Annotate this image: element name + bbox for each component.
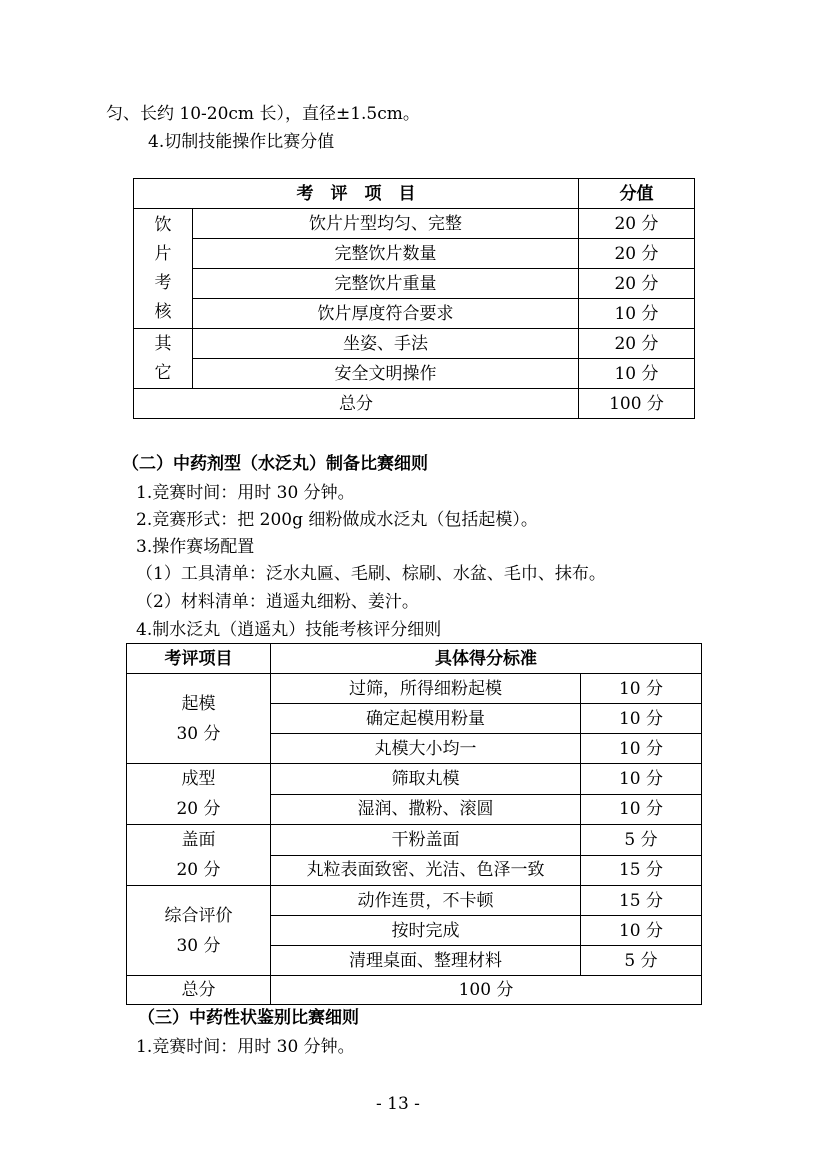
header-criteria: 具体得分标准 bbox=[271, 644, 702, 674]
group-qimo: 起模 30 分 bbox=[127, 674, 271, 764]
section-2-heading: （二）中药剂型（水泛丸）制备比赛细则 bbox=[122, 454, 428, 474]
row-score: 10 分 bbox=[581, 704, 702, 734]
row-score: 10 分 bbox=[581, 916, 702, 946]
group-label-other: 其 它 bbox=[134, 329, 193, 389]
table-row bbox=[134, 239, 695, 269]
group-label-yinpian: 饮 片 考 核 bbox=[134, 209, 193, 329]
row-score: 10 分 bbox=[581, 794, 702, 825]
row-criterion: 丸粒表面致密、光洁、色泽一致 bbox=[271, 855, 581, 886]
s2-item-3: 3.操作赛场配置 bbox=[136, 537, 255, 557]
table-row bbox=[127, 825, 702, 856]
table-row bbox=[134, 269, 695, 299]
table-total-row bbox=[127, 976, 702, 1005]
group-zonghe: 综合评价 30 分 bbox=[127, 886, 271, 976]
s2-item-2: 2.竞赛形式：把 200g 细粉做成水泛丸（包括起模）。 bbox=[136, 510, 538, 530]
row-score: 10 分 bbox=[581, 674, 702, 704]
s2-item-1: 1.竞赛时间：用时 30 分钟。 bbox=[136, 483, 355, 503]
cutting-score-table bbox=[133, 178, 695, 419]
table-header-row bbox=[127, 644, 702, 674]
total-label: 总分 bbox=[134, 389, 579, 419]
row-item: 坐姿、手法 bbox=[193, 329, 579, 359]
row-score: 20 分 bbox=[579, 269, 695, 299]
table-total-row bbox=[134, 389, 695, 419]
s2-item-4: 4.制水泛丸（逍遥丸）技能考核评分细则 bbox=[136, 620, 442, 640]
table-row bbox=[134, 329, 695, 359]
row-item: 饮片厚度符合要求 bbox=[193, 299, 579, 329]
table-row bbox=[127, 886, 702, 916]
row-criterion: 湿润、撒粉、滚圆 bbox=[271, 794, 581, 825]
table-row bbox=[134, 359, 695, 389]
row-score: 20 分 bbox=[579, 209, 695, 239]
header-item: 考评项目 bbox=[127, 644, 271, 674]
row-score: 5 分 bbox=[581, 825, 702, 856]
row-criterion: 干粉盖面 bbox=[271, 825, 581, 856]
page-number: - 13 - bbox=[376, 1094, 420, 1114]
s2-item-3-1: （1）工具清单：泛水丸匾、毛刷、棕刷、水盆、毛巾、抹布。 bbox=[136, 564, 606, 584]
total-score: 100 分 bbox=[579, 389, 695, 419]
header-item: 考 评 项 目 bbox=[134, 179, 579, 209]
pill-score-table bbox=[126, 643, 702, 1005]
header-score: 分值 bbox=[579, 179, 695, 209]
row-score: 5 分 bbox=[581, 946, 702, 976]
continuation-line: 匀、长约 10-20cm 长），直径±1.5cm。 bbox=[106, 104, 420, 124]
row-item: 完整饮片重量 bbox=[193, 269, 579, 299]
row-score: 20 分 bbox=[579, 239, 695, 269]
row-item: 完整饮片数量 bbox=[193, 239, 579, 269]
group-gaimian: 盖面 20 分 bbox=[127, 825, 271, 886]
row-item: 饮片片型均匀、完整 bbox=[193, 209, 579, 239]
total-label: 总分 bbox=[127, 976, 271, 1005]
table-row bbox=[134, 299, 695, 329]
row-score: 15 分 bbox=[581, 855, 702, 886]
row-criterion: 筛取丸模 bbox=[271, 764, 581, 795]
row-criterion: 确定起模用粉量 bbox=[271, 704, 581, 734]
row-score: 10 分 bbox=[579, 359, 695, 389]
table-header-row bbox=[134, 179, 695, 209]
row-criterion: 清理桌面、整理材料 bbox=[271, 946, 581, 976]
table-row bbox=[127, 764, 702, 795]
s2-item-3-2: （2）材料清单：逍遥丸细粉、姜汁。 bbox=[136, 592, 419, 612]
row-criterion: 过筛，所得细粉起模 bbox=[271, 674, 581, 704]
row-criterion: 按时完成 bbox=[271, 916, 581, 946]
s3-item-1: 1.竞赛时间：用时 30 分钟。 bbox=[136, 1037, 355, 1057]
table-row bbox=[134, 209, 695, 239]
total-score: 100 分 bbox=[271, 976, 702, 1005]
row-score: 20 分 bbox=[579, 329, 695, 359]
item-4-heading: 4.切制技能操作比赛分值 bbox=[148, 132, 335, 152]
group-chengxing: 成型 20 分 bbox=[127, 764, 271, 825]
row-score: 10 分 bbox=[581, 734, 702, 764]
row-item: 安全文明操作 bbox=[193, 359, 579, 389]
table-row bbox=[127, 674, 702, 704]
row-criterion: 动作连贯，不卡顿 bbox=[271, 886, 581, 916]
row-score: 10 分 bbox=[579, 299, 695, 329]
row-score: 15 分 bbox=[581, 886, 702, 916]
row-criterion: 丸模大小均一 bbox=[271, 734, 581, 764]
row-score: 10 分 bbox=[581, 764, 702, 795]
section-3-heading: （三）中药性状鉴别比赛细则 bbox=[138, 1008, 359, 1028]
